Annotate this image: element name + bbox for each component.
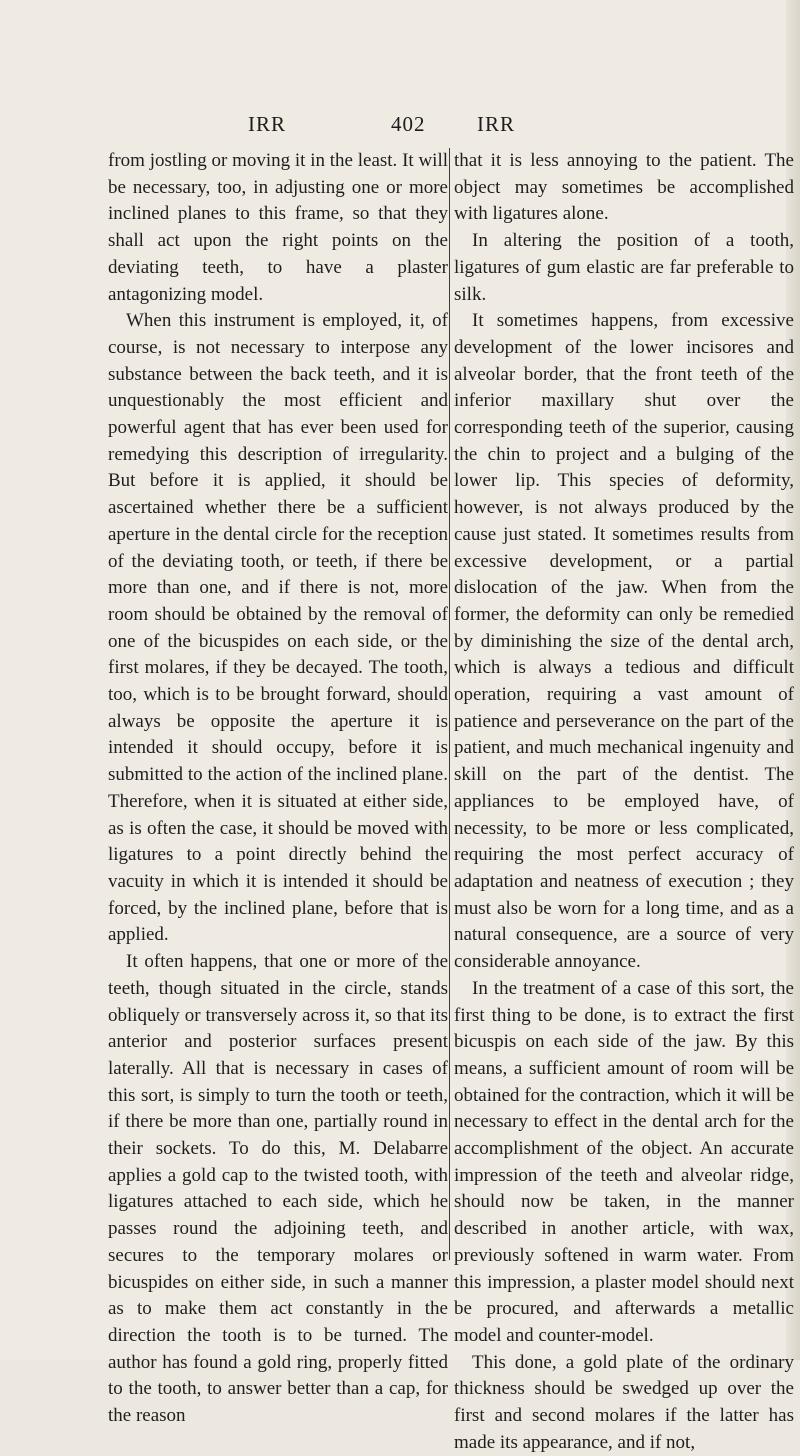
header-right-guide-word: IRR [477, 112, 516, 136]
column-divider [449, 148, 450, 1260]
right-column [454, 148, 794, 1456]
page-number: 402 [391, 112, 426, 136]
paragraph: In the treatment of a case of this sort, the first thing to be done, is to extract the first bicuspis on each side of the jaw. By this means, a sufficient amount of room will be obtained for the contraction, which it will be necessary to effect in the dental arch for the accomplishment of the object. An accurate impression of the teeth and alveolar ridge, should now be taken, in the manner described in another article, with wax, previously softened in warm water. From this impression, a plaster model should next be procured, and afterwards a metallic model and counter-model. [454, 977, 794, 1346]
paragraph: It often happens, that one or more of the teeth, though situated in the circle, stands obliquely or transversely across it, so that its anterior and posterior surfaces present laterally. All that is necessary in cases of this sort, is simply to turn the tooth or teeth, if there be more than one, partially round in their sockets. To do this, M. Delabarre applies a gold cap to the twisted tooth, with ligatures attached to each side, which he passes round the adjoining teeth, and secures to the temporary molares or bicuspides on either side, in such a manner as to make them act constantly in the direction the tooth is to be turned. The author has found a gold ring, properly fitted to the tooth, to answer better than a cap, for the reason [108, 951, 448, 1427]
left-column [108, 148, 448, 1430]
header-left-guide-word: IRR [248, 112, 287, 136]
paragraph: that it is less annoying to the patient. The object may sometimes be accomplished with ligatures alone. [454, 150, 794, 225]
paragraph: In altering the position of a tooth, ligatures of gum elastic are far preferable to silk. [454, 230, 794, 305]
paragraph: This done, a gold plate of the ordinary thickness should be swedged up over the first and second molares if the latter has made its appearance, and if not, [454, 1351, 794, 1453]
paragraph: from jostling or moving it in the least. It will be necessary, too, in adjusting one or more inclined planes to this frame, so that they shall act upon the right points on the deviating teeth, to have a plaster antagonizing model. [108, 150, 448, 305]
running-header [0, 112, 800, 142]
paragraph: When this instrument is employed, it, of course, is not necessary to interpose any substance between the back teeth, and it is unquestionably the most efficient and powerful agent that has ever been used for remedying this description of irregularity. But before it is applied, it should be ascertained whether there be a sufficient aperture in the dental circle for the reception of the deviating tooth, or teeth, if there be more than one, and if there is not, more room should be obtained by the removal of one of the bicuspides on each side, or the first molares, if they be decayed. The tooth, too, which is to be brought forward, should always be opposite the aperture it is intended it should occupy, before it is submitted to the action of the inclined plane. Therefore, when it is situated at either side, as is often the case, it should be moved with ligatures to a point directly behind the vacuity in which it is intended it should be forced, by the inclined plane, before that is applied. [108, 310, 448, 946]
paragraph: It sometimes happens, from excessive development of the lower incisores and alveolar border, that the front teeth of the inferior maxillary shut over the corresponding teeth of the superior, causing the chin to project and a bulging of the lower lip. This species of deformity, however, is not always produced by the cause just stated. It sometimes results from excessive development, or a partial dislocation of the jaw. When from the former, the deformity can only be remedied by diminishing the size of the dental arch, which is always a tedious and difficult operation, requiring a vast amount of patience and perseverance on the part of the patient, and much mechanical ingenuity and skill on the part of the dentist. The appliances to be employed have, of necessity, to be more or less complicated, requiring the most perfect accuracy of adaptation and neatness of execution ; they must also be worn for a long time, and as a natural consequence, are a source of very considerable annoyance. [454, 310, 794, 973]
